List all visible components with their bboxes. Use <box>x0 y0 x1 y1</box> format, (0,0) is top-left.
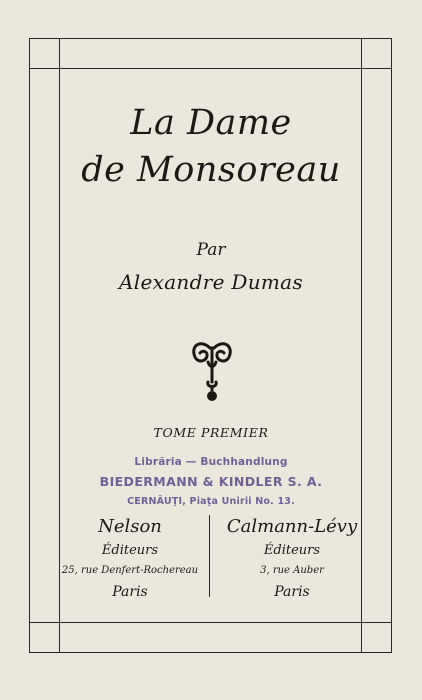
stamp-line-1: Librăria — Buchhandlung <box>134 456 288 468</box>
by-label: Par <box>196 240 226 260</box>
frame-top-inner <box>29 68 392 69</box>
frame-bottom-outer <box>29 652 392 653</box>
publisher-left <box>52 514 208 604</box>
author-name: Alexandre Dumas <box>119 270 303 294</box>
publisher-right-city: Paris <box>274 584 310 600</box>
frame-top-outer <box>29 38 392 39</box>
publisher-left-city: Paris <box>112 584 148 600</box>
frame-bottom-inner <box>29 622 392 623</box>
publisher-left-name: Nelson <box>98 516 162 537</box>
fleuron-ornament-icon <box>190 338 234 408</box>
volume-label: TOME PREMIER <box>153 425 269 440</box>
publisher-right-address: 3, rue Auber <box>260 565 324 576</box>
title-line-2: de Monsoreau <box>81 150 341 190</box>
publisher-left-role: Éditeurs <box>101 543 159 558</box>
publisher-divider <box>209 515 210 597</box>
stamp-line-3: CERNĂUŢI, Piaţa Unirii No. 13. <box>127 496 295 507</box>
publisher-right <box>212 514 372 604</box>
title-line-1: La Dame <box>130 103 292 143</box>
publisher-right-name: Calmann-Lévy <box>226 516 358 537</box>
publisher-left-address: 25, rue Denfert-Rochereau <box>61 565 199 576</box>
publisher-right-role: Éditeurs <box>263 543 321 558</box>
stamp-line-2: BIEDERMANN & KINDLER S. A. <box>99 474 323 489</box>
